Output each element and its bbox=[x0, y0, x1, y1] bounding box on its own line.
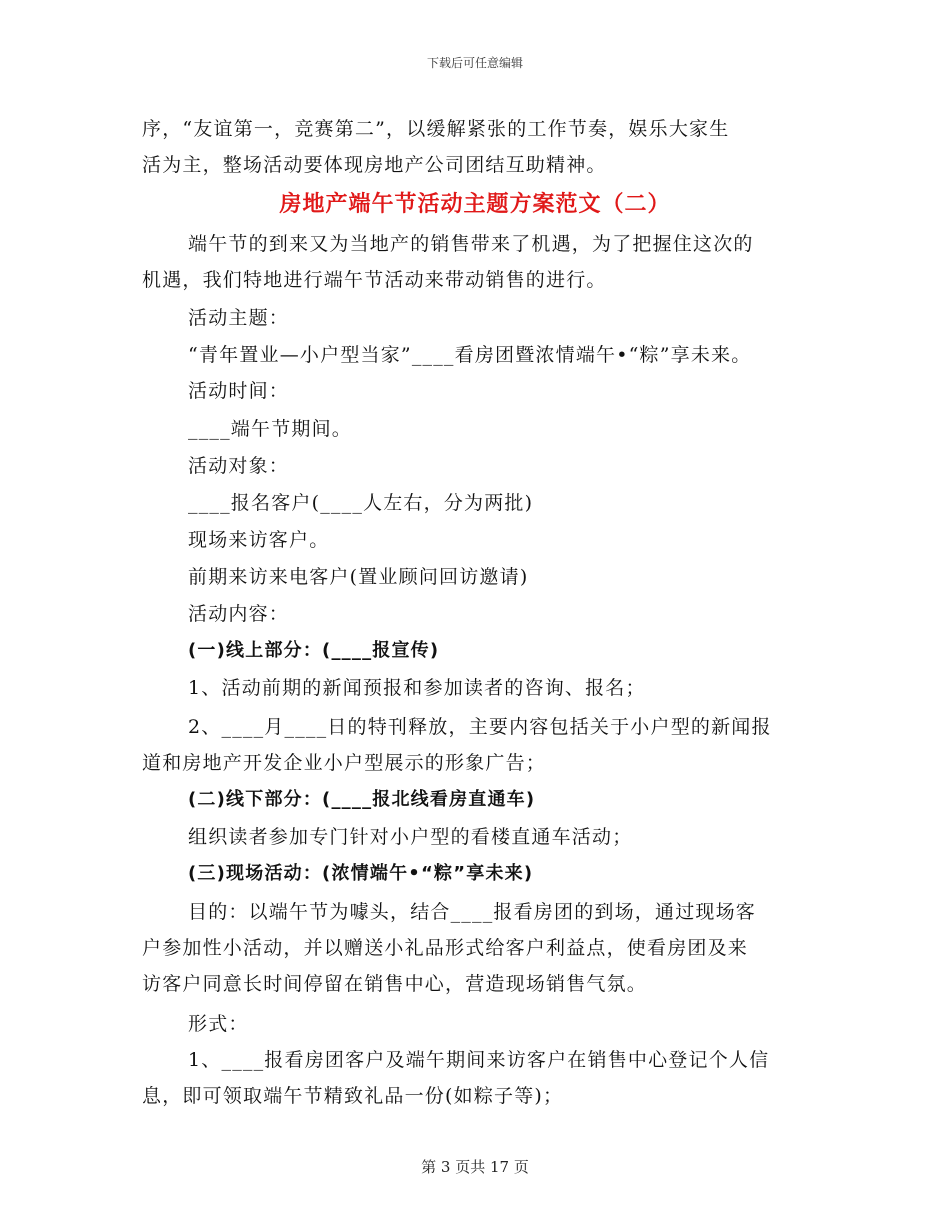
paragraph-line: 组织读者参加专门针对小户型的看楼直通车活动； bbox=[188, 826, 633, 848]
paragraph-line: 2、____月____日的特刊释放，主要内容包括关于小户型的新闻报 bbox=[188, 716, 772, 738]
paragraph-line: 1、____报看房团客户及端午期间来访客户在销售中心登记个人信 bbox=[188, 1049, 770, 1071]
page-header: 下载后可任意编辑 bbox=[426, 56, 523, 70]
paragraph-line: 序，“友谊第一，竞赛第二”，以缓解紧张的工作节奏，娱乐大家生 bbox=[142, 118, 730, 140]
paragraph-line: 活动主题： bbox=[188, 307, 290, 329]
paragraph-line: 道和房地产开发企业小户型展示的形象广告； bbox=[142, 752, 547, 774]
paragraph-line: ____端午节期间。 bbox=[188, 418, 353, 440]
paragraph-line: 活为主，整场活动要体现房地产公司团结互助精神。 bbox=[142, 154, 607, 176]
paragraph-line: ____报名客户(____人左右，分为两批) bbox=[188, 492, 534, 514]
paragraph-line: 形式： bbox=[188, 1013, 249, 1035]
subheading: (三)现场活动：(浓情端午•“粽”享未来) bbox=[188, 863, 534, 884]
paragraph-line: 活动时间： bbox=[188, 380, 290, 402]
page-footer: 第 3 页共 17 页 bbox=[421, 1158, 529, 1176]
paragraph-line: 活动对象： bbox=[188, 455, 290, 477]
paragraph-line: 现场来访客户。 bbox=[188, 529, 330, 551]
section-title: 房地产端午节活动主题方案范文（二） bbox=[279, 192, 671, 217]
paragraph-line: 机遇，我们特地进行端午节活动来带动销售的进行。 bbox=[142, 269, 607, 291]
paragraph-line: 前期来访来电客户(置业顾问回访邀请) bbox=[188, 566, 529, 588]
paragraph-line: 访客户同意长时间停留在销售中心，营造现场销售气氛。 bbox=[142, 973, 648, 995]
subheading: (一)线上部分：(____报宣传) bbox=[188, 640, 440, 661]
paragraph-line: 活动内容： bbox=[188, 603, 290, 625]
paragraph-line: 1、活动前期的新闻预报和参加读者的咨询、报名； bbox=[188, 677, 646, 699]
paragraph-line: 目的：以端午节为噱头，结合____报看房团的到场，通过现场客 bbox=[188, 901, 757, 923]
paragraph-line: 息，即可领取端午节精致礼品一份(如粽子等)； bbox=[142, 1085, 564, 1107]
paragraph-line: “青年置业—小户型当家”____看房团暨浓情端午•“粽”享未来。 bbox=[188, 344, 752, 366]
paragraph-line: 户参加性小活动，并以赠送小礼品形式给客户利益点，使看房团及来 bbox=[142, 937, 749, 959]
paragraph-line: 端午节的到来又为当地产的销售带来了机遇，为了把握住这次的 bbox=[188, 233, 754, 255]
subheading: (二)线下部分：(____报北线看房直通车) bbox=[188, 789, 536, 810]
